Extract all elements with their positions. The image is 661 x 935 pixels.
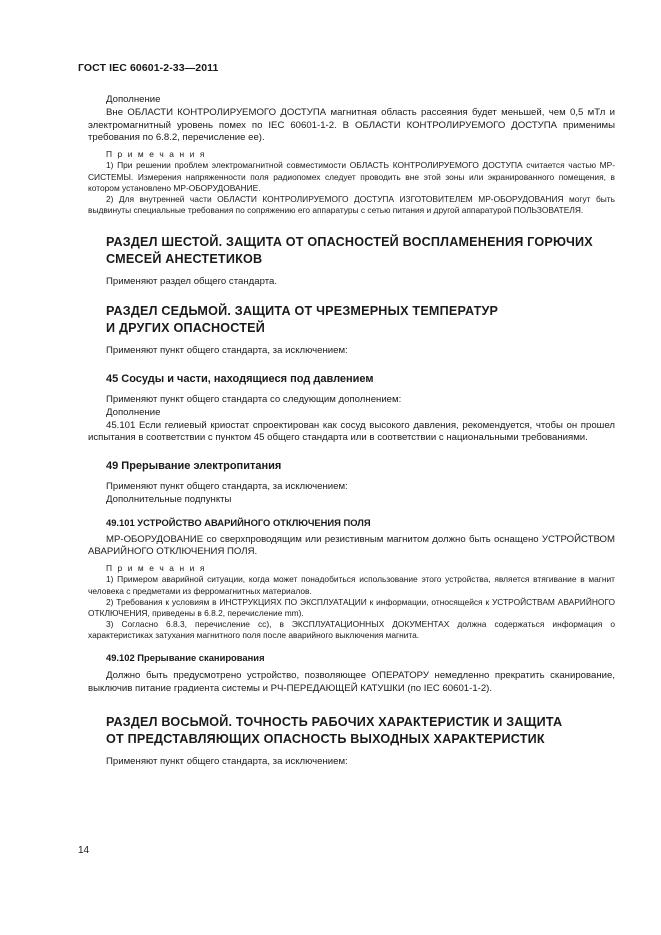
clause-45-text: Применяют пункт общего стандарта со следующим дополнением: bbox=[106, 394, 402, 405]
clause-49-101-note-3: 3) Согласно 6.8.3, перечисление cc), в ЭКСПЛУАТАЦИОННЫХ ДОКУМЕНТАХ должна содержаться информация о характеристиках затухания магнитного поля после аварийного выключения магнита. bbox=[88, 619, 615, 641]
note-1: 1) При решении проблем электромагнитной совместимости ОБЛАСТЬ КОНТРОЛИРУЕМОГО ДОСТУПА считается частью МР-СИСТЕМЫ. Измерения напряженности поля радиопомех следует проводить вне этой зоны или экранированного помещения, в котором установлено МР-ОБОРУДОВАНИЕ. bbox=[88, 160, 615, 193]
page-number: 14 bbox=[78, 845, 90, 856]
clause-49-101-note-1: 1) Примером аварийной ситуации, когда может понадобиться использование этого устройства, является втягивание в магнит человека с предметами из ферромагнитных материалов. bbox=[88, 574, 615, 596]
section-8-title-line-1: РАЗДЕЛ ВОСЬМОЙ. ТОЧНОСТЬ РАБОЧИХ ХАРАКТЕРИСТИК И ЗАЩИТА bbox=[106, 714, 563, 729]
clause-49-title: 49 Прерывание электропитания bbox=[106, 460, 282, 473]
clause-49-additional: Дополнительные подпункты bbox=[106, 493, 232, 505]
clause-45-101-text: 45.101 Если гелиевый криостат спроектирован как сосуд высокого давления, рекомендуется, чтобы он прошел испытания в соответствии с пунктом 45 общего стандарта или в соответствии с национальными требованиями. bbox=[88, 419, 615, 444]
standard-header: ГОСТ IEC 60601-2-33—2011 bbox=[78, 62, 219, 74]
note-2: 2) Для внутренней части ОБЛАСТИ КОНТРОЛИРУЕМОГО ДОСТУПА ИЗГОТОВИТЕЛЕМ МР-ОБОРУДОВАНИЯ могут быть выдвинуты специальные требования по сопряжению его аппаратуры с сетью питания и другой аппаратурой ПОЛЬЗОВАТЕЛЯ. bbox=[88, 194, 615, 216]
section-6-text: Применяют раздел общего стандарта. bbox=[106, 276, 277, 288]
clause-49-101-title: 49.101 УСТРОЙСТВО АВАРИЙНОГО ОТКЛЮЧЕНИЯ ПОЛЯ bbox=[106, 516, 371, 528]
section-7-title-line-1: РАЗДЕЛ СЕДЬМОЙ. ЗАЩИТА ОТ ЧРЕЗМЕРНЫХ ТЕМПЕРАТУР bbox=[106, 304, 499, 319]
section-6-title: РАЗДЕЛ ШЕСТОЙ. ЗАЩИТА ОТ ОПАСНОСТЕЙ ВОСПЛАМЕНЕНИЯ ГОРЮЧИХ СМЕСЕЙ АНЕСТЕТИКОВ bbox=[106, 235, 593, 267]
clause-45-addition-label: Дополнение bbox=[106, 406, 161, 418]
clause-49-101-notes-label: П р и м е ч а н и я bbox=[106, 563, 206, 574]
notes-label: П р и м е ч а н и я bbox=[106, 149, 206, 160]
addition-label: Дополнение bbox=[106, 94, 161, 105]
clause-49-101-text: МР-ОБОРУДОВАНИЕ со сверхпроводящим или резистивным магнитом должно быть оснащено УСТРОЙСТВОМ АВАРИЙНОГО ОТКЛЮЧЕНИЯ ПОЛЯ. bbox=[88, 533, 615, 558]
clause-49-102-text: Должно быть предусмотрено устройство, позволяющее ОПЕРАТОРУ немедленно прекратить сканирование, выключив питание градиента системы и РЧ-ПЕРЕДАЮЩЕЙ КАТУШКИ (по IEC 60601-1-2). bbox=[88, 670, 615, 695]
page-content bbox=[88, 94, 615, 769]
addition-text: Вне ОБЛАСТИ КОНТРОЛИРУЕМОГО ДОСТУПА магнитная область рассеяния будет меньшей, чем 0,5 мТл и электромагнитный уровень помех по IEC 60601-1-2. В ОБЛАСТИ КОНТРОЛИРУЕМОГО ДОСТУПА применимы требования по 6.8.2, перечисление ее). bbox=[88, 106, 615, 144]
section-8-text: Применяют пункт общего стандарта, за исключением: bbox=[106, 755, 348, 767]
section-7-title-line-2: И ДРУГИХ ОПАСНОСТЕЙ bbox=[106, 321, 266, 336]
clause-49-101-note-2: 2) Требования к условиям в ИНСТРУКЦИЯХ ПО ЭКСПЛУАТАЦИИ к информации, относящейся к УСТРОЙСТВАМ АВАРИЙНОГО ОТКЛЮЧЕНИЯ, приведены в 6.8.2, перечисление mm). bbox=[88, 596, 615, 618]
section-8-title-line-2: ОТ ПРЕДСТАВЛЯЮЩИХ ОПАСНОСТЬ ВЫХОДНЫХ ХАРАКТЕРИСТИК bbox=[106, 731, 545, 746]
clause-49-102-title: 49.102 Прерывание сканирования bbox=[106, 651, 265, 663]
section-7-text: Применяют пункт общего стандарта, за исключением: bbox=[106, 345, 348, 357]
clause-49-text: Применяют пункт общего стандарта, за исключением: bbox=[106, 481, 348, 493]
clause-45-title: 45 Сосуды и части, находящиеся под давлением bbox=[106, 373, 374, 385]
